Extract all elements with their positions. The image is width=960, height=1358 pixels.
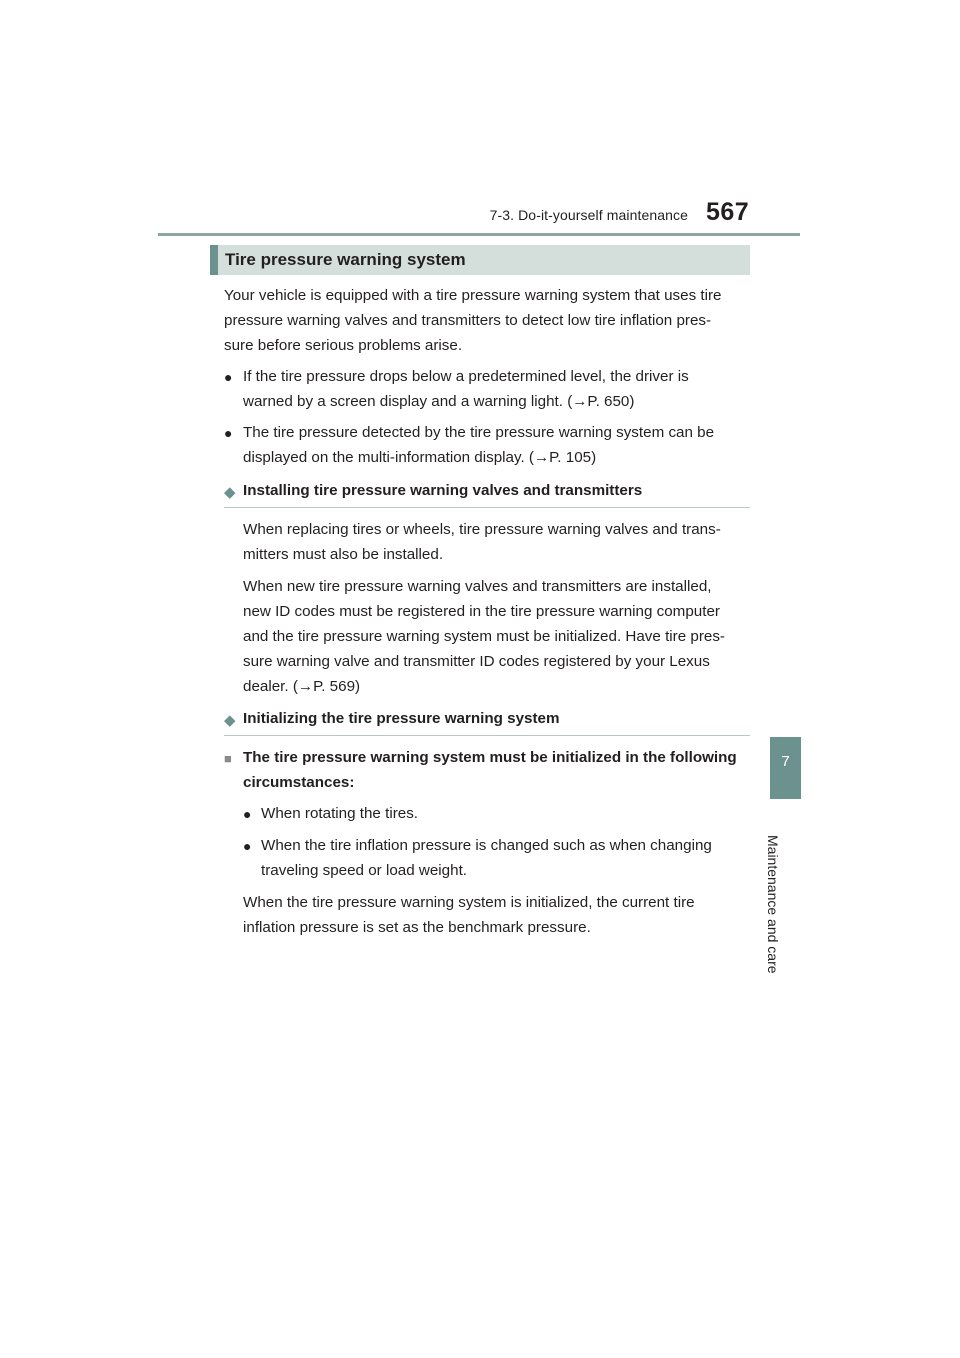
intro-line: pressure warning valves and transmitters to detect low tire inflation pres-	[224, 312, 712, 329]
intro-line: sure before serious problems arise.	[224, 337, 463, 354]
bullet-line: When rotating the tires.	[261, 805, 419, 822]
diamond-icon: ◆	[224, 484, 236, 501]
header-section-title: 7-3. Do-it-yourself maintenance	[489, 207, 688, 223]
subsection-heading	[224, 482, 750, 508]
body-line: inflation pressure is set as the benchmark pressure.	[243, 919, 591, 936]
bullet-line: If the tire pressure drops below a predetermined level, the driver is	[243, 368, 689, 385]
body-line: dealer. (→P. 569)	[243, 678, 361, 695]
bullet-line: When the tire inflation pressure is changed such as when changing	[261, 837, 712, 854]
chapter-tab-number: 7	[770, 737, 801, 799]
bullet-icon: ●	[224, 369, 233, 385]
subsection-title: Installing tire pressure warning valves and transmitters	[243, 482, 643, 499]
section-title-box	[210, 245, 750, 275]
body-line: and the tire pressure warning system must be initialized. Have tire pres-	[243, 628, 725, 645]
bullet-line: displayed on the multi-information display. (→P. 105)	[243, 449, 597, 466]
bullet-line: traveling speed or load weight.	[261, 862, 468, 879]
section-title: Tire pressure warning system	[225, 250, 466, 269]
body-paragraph	[243, 517, 745, 567]
page-number: 567	[706, 198, 750, 226]
note-heading-line: circumstances:	[243, 774, 355, 791]
body-line: When new tire pressure warning valves and transmitters are installed,	[243, 578, 712, 595]
bullet-icon: ●	[243, 806, 252, 822]
bullet-line: The tire pressure detected by the tire pressure warning system can be	[243, 424, 715, 441]
bullet-text	[261, 833, 745, 883]
body-line: new ID codes must be registered in the tire pressure warning computer	[243, 603, 720, 620]
note-heading	[243, 745, 745, 795]
body-line: When replacing tires or wheels, tire pressure warning valves and trans-	[243, 521, 721, 538]
square-icon: ■	[224, 751, 232, 766]
diamond-icon: ◆	[224, 712, 236, 729]
bullet-line: warned by a screen display and a warning light. (→P. 650)	[243, 393, 635, 410]
subsection-title: Initializing the tire pressure warning system	[243, 710, 560, 727]
body-paragraph	[243, 574, 745, 699]
body-line: When the tire pressure warning system is initialized, the current tire	[243, 894, 695, 911]
body-line: mitters must also be installed.	[243, 546, 444, 563]
header-rule	[158, 233, 800, 236]
bullet-icon: ●	[243, 838, 252, 854]
bullet-text	[243, 420, 745, 470]
bullet-text	[243, 364, 745, 414]
chapter-tab-label: Maintenance and care	[765, 835, 781, 974]
intro-paragraph	[224, 283, 745, 358]
body-line: sure warning valve and transmitter ID codes registered by your Lexus	[243, 653, 710, 670]
section-title-accent	[210, 245, 218, 275]
intro-line: Your vehicle is equipped with a tire pressure warning system that uses tire	[224, 287, 722, 304]
bullet-icon: ●	[224, 425, 233, 441]
note-heading-line: The tire pressure warning system must be initialized in the following	[243, 749, 737, 766]
subsection-heading	[224, 710, 750, 736]
body-paragraph	[243, 890, 745, 940]
bullet-text	[261, 801, 745, 826]
